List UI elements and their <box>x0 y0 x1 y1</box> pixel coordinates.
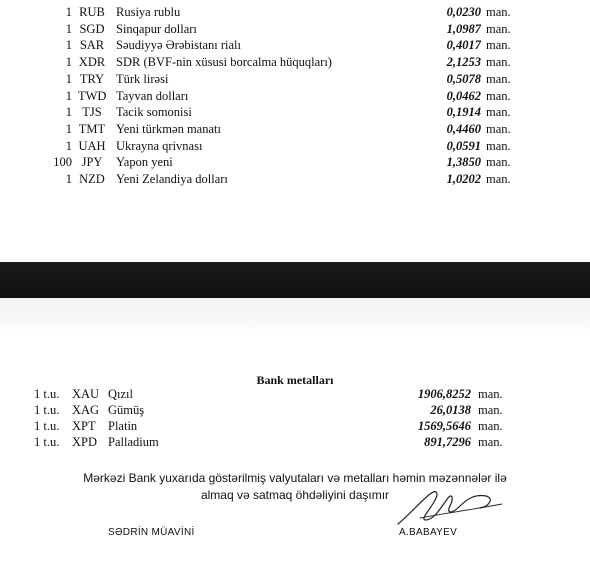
currency-name: Yeni Zelandiya dolları <box>116 172 228 186</box>
currency-name: Tayvan dolları <box>116 88 189 103</box>
metal-quantity: 1 t.u. <box>34 435 60 449</box>
metals-section-title: Bank metalları <box>256 373 334 387</box>
metal-code: XPT <box>72 419 96 433</box>
metal-name: Gümüş <box>108 403 145 417</box>
currency-rate: 0,0462 <box>446 88 481 103</box>
currency-name: Ukrayna qrivnası <box>116 138 203 153</box>
currency-name: Yeni türkmən manatı <box>116 121 221 136</box>
currency-name: Səudiyyə Ərəbistanı rialı <box>116 38 241 53</box>
metal-name: Palladium <box>108 435 159 449</box>
disclaimer-line-2: almaq və satmaq öhdəliyini daşımır <box>200 488 390 502</box>
metal-quantity: 1 t.u. <box>34 419 60 433</box>
currency-code: TRY <box>79 71 105 86</box>
currency-code: SGD <box>79 21 105 36</box>
currency-code: JPY <box>81 155 103 170</box>
currency-unit: man. <box>486 121 511 136</box>
handwritten-signature <box>390 484 510 530</box>
currency-name: Türk lirəsi <box>116 71 169 86</box>
currency-unit: man. <box>486 55 511 70</box>
currency-unit: man. <box>486 88 511 103</box>
currency-rate: 0,0230 <box>446 5 481 19</box>
metal-code: XPD <box>72 435 98 449</box>
metal-rate: 891,7296 <box>424 435 471 449</box>
currency-code: SAR <box>79 38 105 53</box>
currency-rate: 1,0987 <box>446 21 481 36</box>
currency-code: XDR <box>78 55 106 70</box>
currency-name: Tacik somonisi <box>116 105 192 120</box>
currency-code: TWD <box>78 88 107 103</box>
currency-amount: 1 <box>65 138 72 153</box>
currency-name: Rusiya rublu <box>116 5 181 19</box>
metal-unit: man. <box>478 435 503 449</box>
currency-rate: 0,4017 <box>446 38 481 53</box>
document-page-top <box>0 0 590 262</box>
metal-quantity: 1 t.u. <box>34 387 60 401</box>
signatory-title: SƏDRİN MÜAVİNİ <box>108 527 195 538</box>
currency-unit: man. <box>486 21 511 36</box>
page-divider <box>0 262 590 298</box>
metal-unit: man. <box>478 387 503 401</box>
currency-unit: man. <box>486 172 511 186</box>
currency-code: TJS <box>82 105 102 120</box>
metal-code: XAU <box>72 387 100 401</box>
metal-unit: man. <box>478 419 503 433</box>
currency-unit: man. <box>486 105 511 120</box>
currency-amount: 1 <box>65 38 72 53</box>
metal-rate: 1569,5646 <box>417 419 471 433</box>
metal-code: XAG <box>72 403 100 417</box>
currency-rate: 2,1253 <box>446 55 481 70</box>
currency-code: NZD <box>79 172 105 186</box>
currency-amount: 1 <box>65 121 72 136</box>
disclaimer-line-1: Mərkəzi Bank yuxarıda göstərilmiş valyutaları və metalları həmin məzənnələr ilə <box>83 471 507 485</box>
metal-unit: man. <box>478 403 503 417</box>
signatory-name: A.BABAYEV <box>399 527 458 538</box>
currency-unit: man. <box>486 138 511 153</box>
currency-rate: 1,0202 <box>446 172 481 186</box>
metal-name: Platin <box>108 419 138 433</box>
currency-rate: 0,5078 <box>446 71 481 86</box>
metal-rate: 26,0138 <box>430 403 471 417</box>
currency-code: RUB <box>79 5 105 19</box>
currency-rate: 0,1914 <box>446 105 481 120</box>
currency-amount: 1 <box>65 55 72 70</box>
metal-rate: 1906,8252 <box>417 387 471 401</box>
currency-code: UAH <box>78 138 106 153</box>
currency-rate: 0,0591 <box>446 138 481 153</box>
currency-unit: man. <box>486 155 511 170</box>
currency-amount: 1 <box>65 5 72 19</box>
currency-name: SDR (BVF-nin xüsusi borcalma hüquqları) <box>116 55 332 70</box>
currency-rate: 1,3850 <box>446 155 481 170</box>
metal-quantity: 1 t.u. <box>34 403 60 417</box>
currency-amount: 100 <box>53 155 72 170</box>
currency-amount: 1 <box>65 71 72 86</box>
currency-amount: 1 <box>65 105 72 120</box>
currency-rate: 0,4460 <box>446 121 481 136</box>
currency-amount: 1 <box>65 172 72 186</box>
currency-unit: man. <box>486 38 511 53</box>
currency-name: Sinqapur dolları <box>116 21 197 36</box>
metal-name: Qızıl <box>108 387 133 401</box>
currency-amount: 1 <box>65 21 72 36</box>
currency-amount: 1 <box>65 88 72 103</box>
currency-name: Yapon yeni <box>116 155 173 170</box>
currency-unit: man. <box>486 5 511 19</box>
currency-code: TMT <box>78 121 106 136</box>
currency-unit: man. <box>486 71 511 86</box>
